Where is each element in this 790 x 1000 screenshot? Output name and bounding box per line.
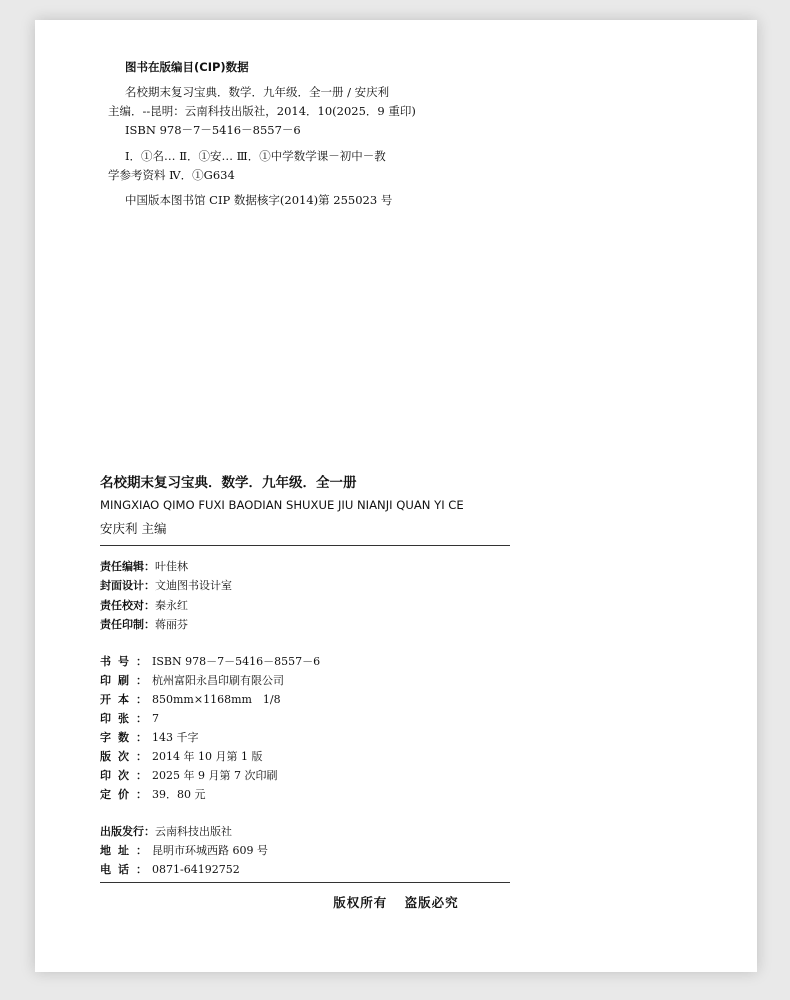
credit-value: 蒋丽芬 (155, 618, 188, 631)
credit-value: 叶佳林 (155, 560, 188, 573)
spec-row-impression: 印次： 2025 年 9 月第 7 次印刷 (100, 769, 278, 782)
spec-row-sheets: 印张： 7 (100, 712, 159, 725)
spec-row-edition: 版次： 2014 年 10 月第 1 版 (100, 750, 263, 763)
credit-value: 文迪图书设计室 (155, 579, 232, 592)
spec-row-printer: 印刷： 杭州富阳永昌印刷有限公司 (100, 674, 284, 687)
divider (100, 545, 510, 546)
copyright-page (35, 20, 757, 972)
divider (100, 882, 510, 883)
spec-row-price: 定价： 39．80 元 (100, 788, 206, 801)
spec-row-format: 开本： 850mm×1168mm 1/8 (100, 693, 281, 706)
copyright-text: 版权所有 (333, 895, 388, 910)
spec-row-word-count: 字数： 143 千字 (100, 731, 199, 744)
credit-row (100, 616, 188, 632)
cip-class-line-1: Ⅰ．①名… Ⅱ．①安… Ⅲ．①中学数学课－初中－教 (125, 149, 386, 163)
anti-piracy-text: 盗版必究 (404, 895, 459, 910)
credit-label: 责任校对： (100, 599, 155, 612)
cip-line-1: 名校期末复习宝典．数学．九年级．全一册 / 安庆利 (125, 85, 390, 99)
spec-row-isbn: 书号： ISBN 978－7－5416－8557－6 (100, 655, 321, 668)
publisher-row: 出版发行：云南科技出版社 (100, 825, 232, 838)
credit-value: 秦永红 (155, 599, 188, 612)
credit-label: 封面设计： (100, 579, 155, 592)
credit-row (100, 558, 188, 574)
copyright-notice (35, 893, 757, 911)
cip-isbn: ISBN 978－7－5416－8557－6 (125, 123, 301, 137)
address-row: 地址： 昆明市环城西路 609 号 (100, 844, 268, 857)
credit-label: 责任编辑： (100, 560, 155, 573)
book-title-pinyin: MINGXIAO QIMO FUXI BAODIAN SHUXUE JIU NIANJI QUAN YI CE (100, 498, 464, 512)
cip-class-line-2: 学参考资料 Ⅳ．①G634 (108, 168, 235, 182)
cip-line-2: 主编．--昆明：云南科技出版社，2014．10(2025．9 重印) (108, 104, 416, 118)
credit-row (100, 597, 188, 613)
cip-record-number: 中国版本图书馆 CIP 数据核字(2014)第 255023 号 (125, 193, 393, 207)
book-title: 名校期末复习宝典．数学．九年级．全一册 (100, 475, 357, 491)
credit-row (100, 577, 232, 593)
phone-row: 电话： 0871-64192752 (100, 863, 240, 876)
cip-heading: 图书在版编目(CIP)数据 (125, 60, 249, 74)
book-editor: 安庆利 主编 (100, 521, 167, 536)
credit-label: 责任印制： (100, 618, 155, 631)
